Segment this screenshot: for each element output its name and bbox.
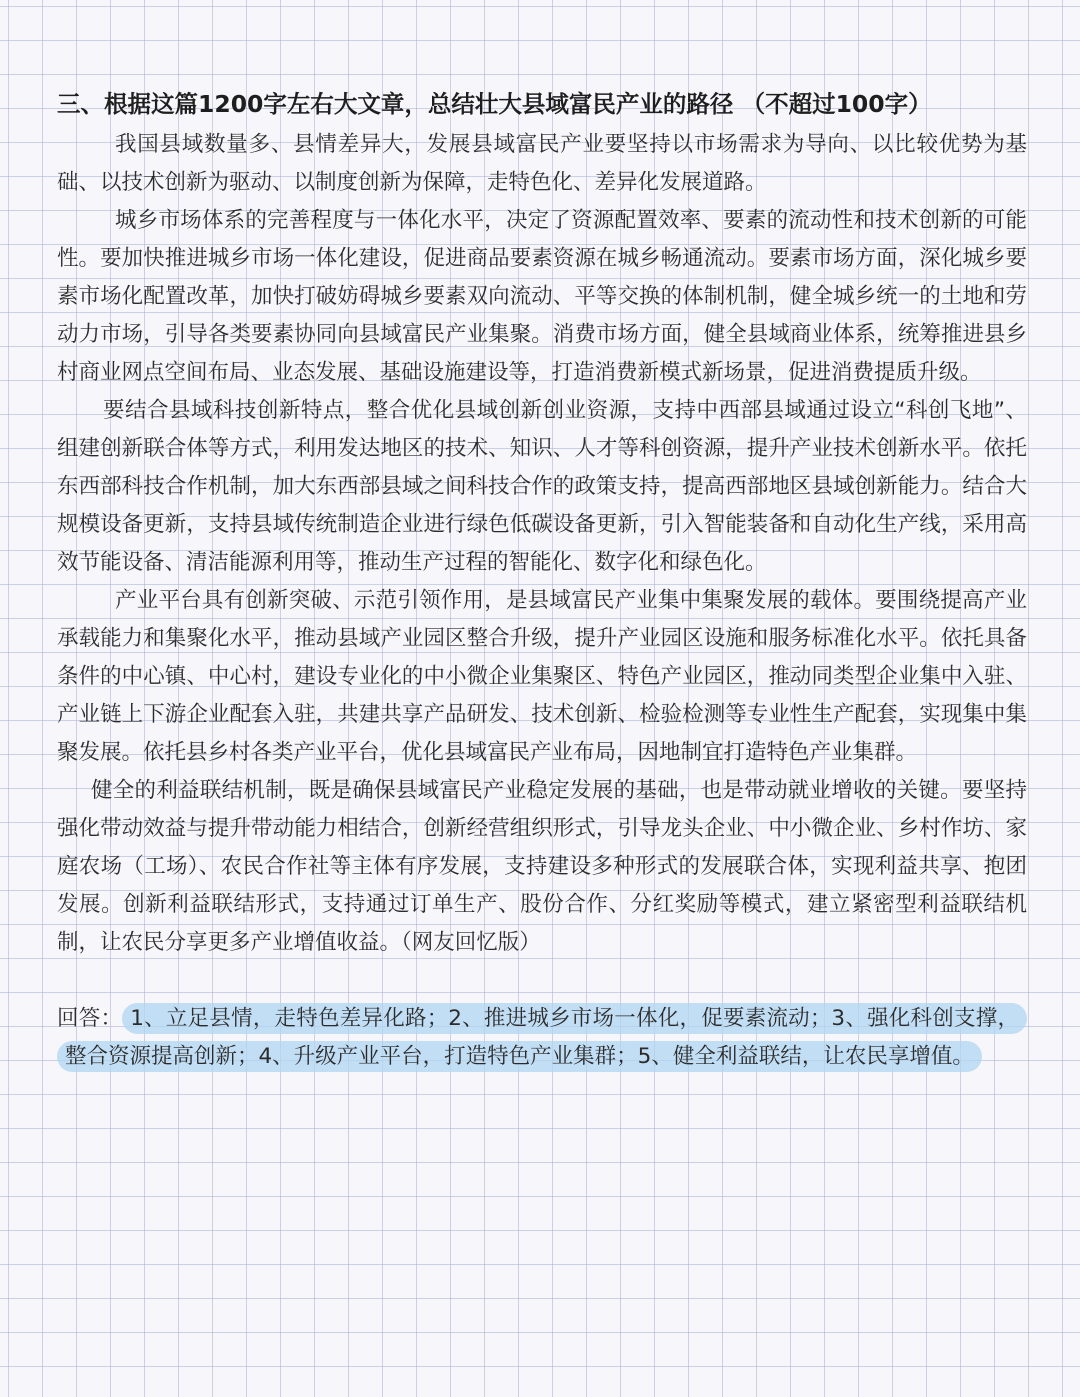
paragraph-2: 城乡市场体系的完善程度与一体化水平，决定了资源配置效率、要素的流动性和技术创新的可能性。要加快推进城乡市场一体化建设，促进商品要素资源在城乡畅通流动。要素市场方面，深化城乡要素市场化配置改革，加快打破妨碍城乡要素双向流动、平等交换的体制机制，健全城乡统一的土地和劳动力市场，引导各类要素协同向县域富民产业集聚。消费市场方面，健全县域商业体系，统筹推进县乡村商业网点空间布局、业态发展、基础设施建设等，打造消费新模式新场景，促进消费提质升级。 xyxy=(57,208,1027,385)
answer-block xyxy=(57,1000,1027,1076)
paragraph-1: 我国县域数量多、县情差异大，发展县域富民产业要坚持以市场需求为导向、以比较优势为基础、以技术创新为驱动、以制度创新为保障，走特色化、差异化发展道路。 xyxy=(57,132,1027,195)
answer-prefix: 回答： xyxy=(57,1006,123,1031)
paragraph-4: 产业平台具有创新突破、示范引领作用，是县域富民产业集中集聚发展的载体。要围绕提高产业承载能力和集聚化水平，推动县域产业园区整合升级，提升产业园区设施和服务标准化水平。依托具备条件的中心镇、中心村，建设专业化的中小微企业集聚区、特色产业园区，推动同类型企业集中入驻、产业链上下游企业配套入驻，共建共享产品研发、技术创新、检验检测等专业性生产配套，实现集中集聚发展。依托县乡村各类产业平台，优化县域富民产业布局，因地制宜打造特色产业集群。 xyxy=(57,588,1027,765)
document-body xyxy=(57,84,1027,1076)
question-title: 三、根据这篇1200字左右大文章，总结壮大县域富民产业的路径 （不超过100字） xyxy=(57,90,932,118)
paragraph-3: 要结合县域科技创新特点，整合优化县域创新创业资源，支持中西部县域通过设立“科创飞地”、组建创新联合体等方式，利用发达地区的技术、知识、人才等科创资源，提升产业技术创新水平。依托东西部科技合作机制，加大东西部县域之间科技合作的政策支持，提高西部地区县域创新能力。结合大规模设备更新，支持县域传统制造企业进行绿色低碳设备更新，引入智能装备和自动化生产线，采用高效节能设备、清洁能源利用等，推动生产过程的智能化、数字化和绿色化。 xyxy=(57,398,1027,575)
answer-highlight: 1、立足县情，走特色差异化路；2、推进城乡市场一体化，促要素流动；3、强化科创支撑，整合资源提高创新；4、升级产业平台，打造特色产业集群；5、健全利益联结，让农民享增值。 xyxy=(57,1003,1027,1072)
paragraph-5: 健全的利益联结机制，既是确保县域富民产业稳定发展的基础，也是带动就业增收的关键。要坚持强化带动效益与提升带动能力相结合，创新经营组织形式，引导龙头企业、中小微企业、乡村作坊、家庭农场（工场）、农民合作社等主体有序发展，支持建设多种形式的发展联合体，实现利益共享、抱团发展。创新利益联结形式，支持通过订单生产、股份合作、分红奖励等模式，建立紧密型利益联结机制，让农民分享更多产业增值收益。（网友回忆版） xyxy=(57,778,1027,955)
